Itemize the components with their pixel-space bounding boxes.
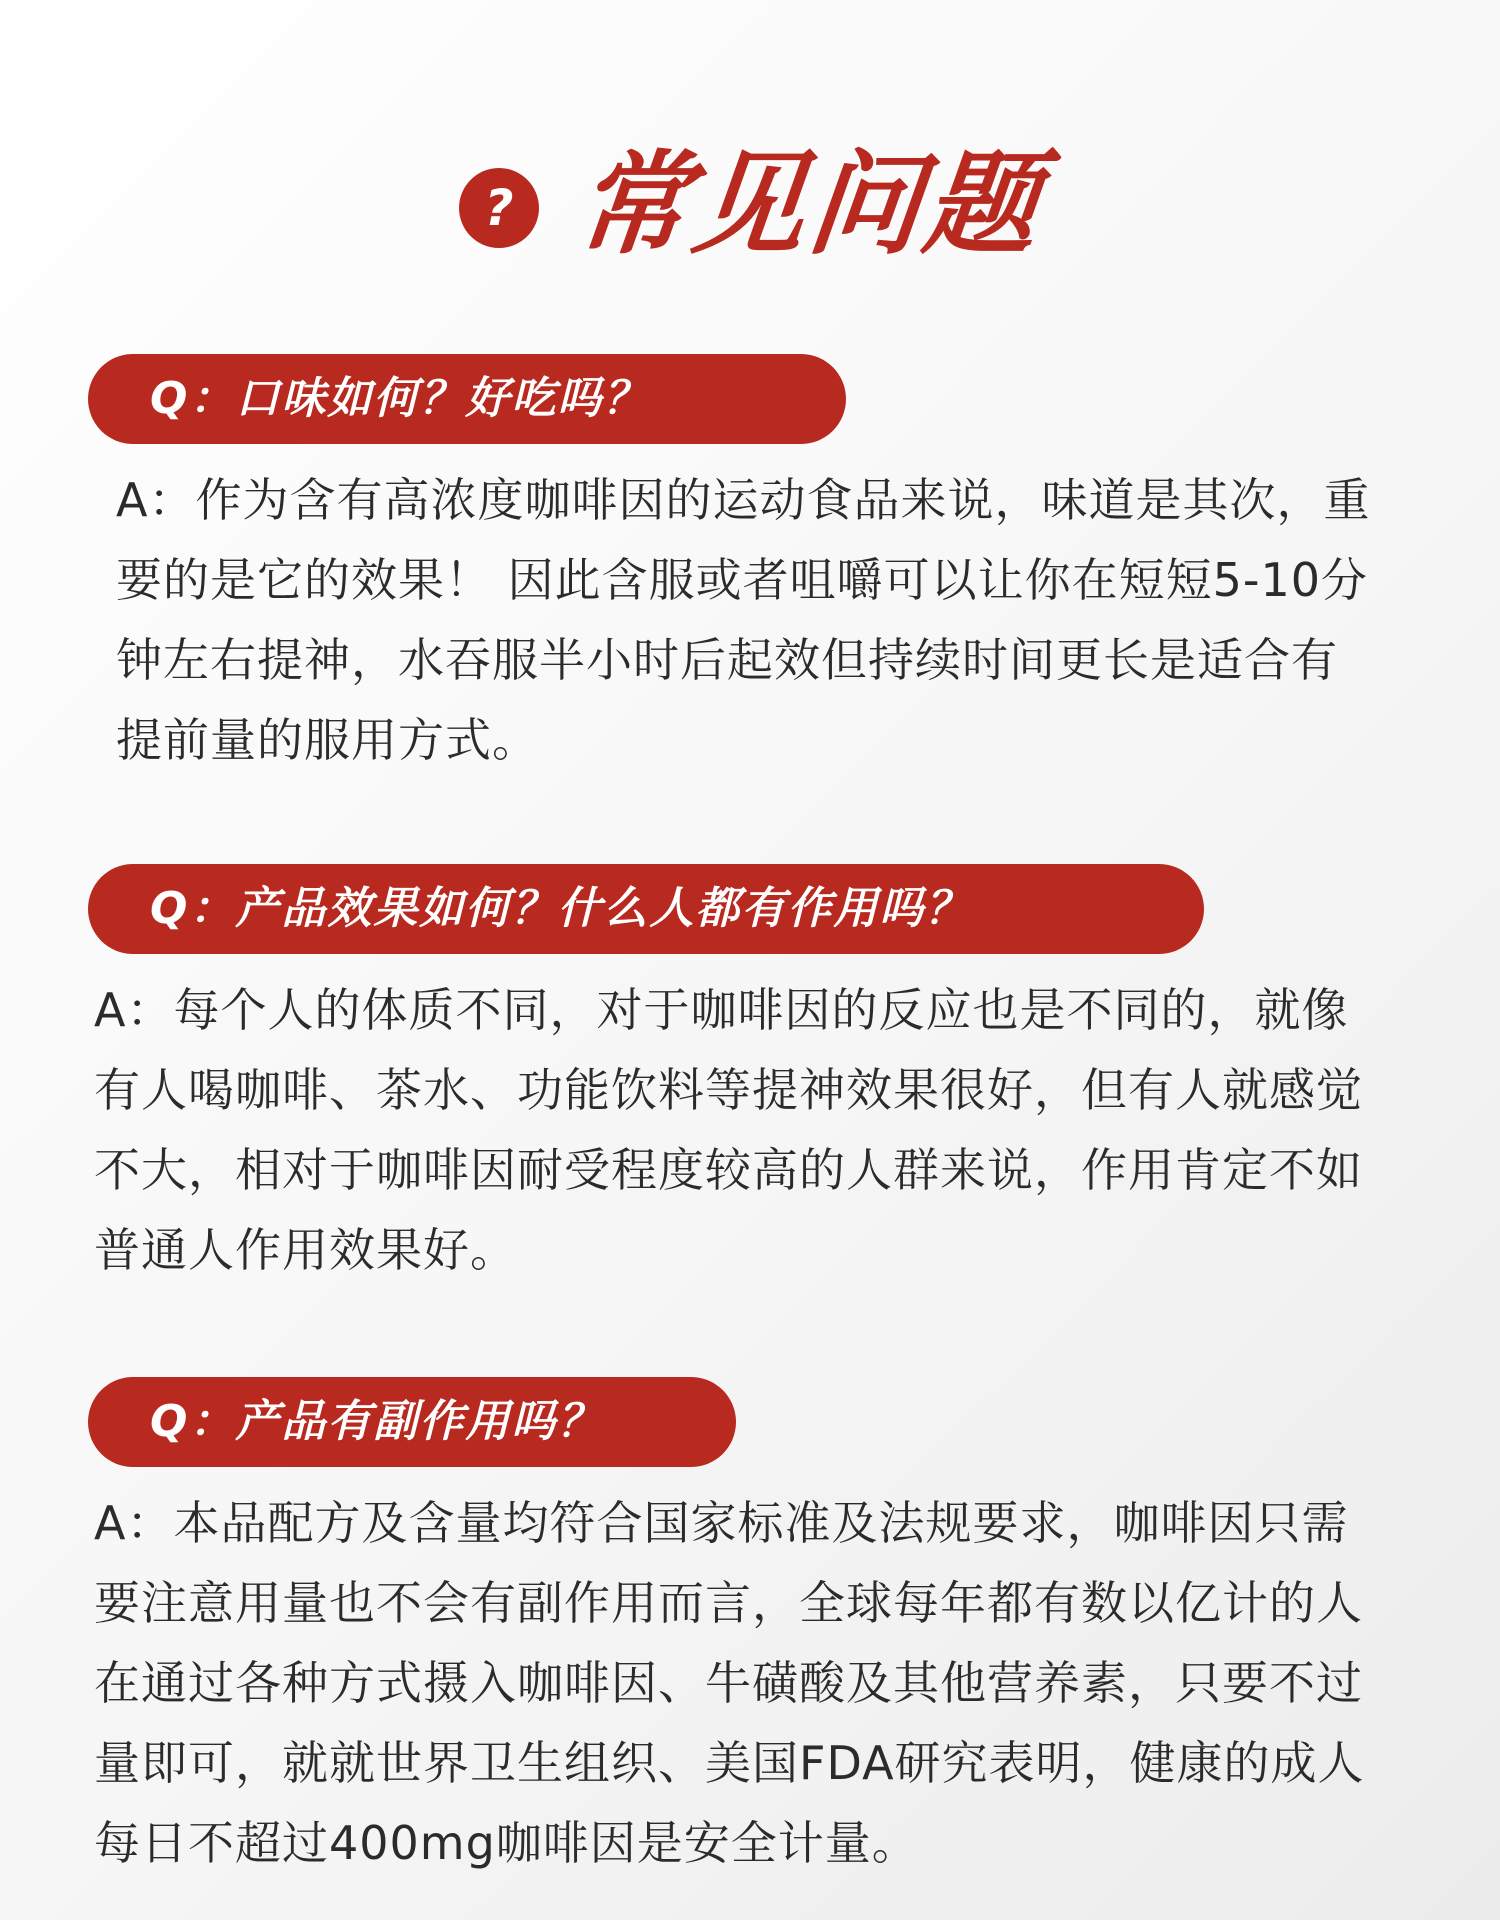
faq-header [0, 140, 1500, 270]
faq-question-pill: Q：产品有副作用吗？ [88, 1377, 736, 1467]
faq-answer: A：本品配方及含量均符合国家标准及法规要求，咖啡因只需要注意用量也不会有副作用而言，全球每年都有数以亿计的人在通过各种方式摄入咖啡因、牛磺酸及其他营养素，只要不过量即可，就就世界卫生组织、美国FDA研究表明，健康的成人每日不超过400mg咖啡因是安全计量。 [94, 1496, 1365, 1870]
faq-question-pill: Q：口味如何？好吃吗？ [88, 354, 846, 444]
page-title: 常见问题 [570, 140, 1048, 270]
faq-answer: A：每个人的体质不同，对于咖啡因的反应也是不同的，就像有人喝咖啡、茶水、功能饮料等提神效果很好，但有人就感觉不大，相对于咖啡因耐受程度较高的人群来说，作用肯定不如普通人作用效果好。 [94, 983, 1363, 1277]
question-mark-icon: ? [459, 168, 539, 248]
faq-answer: A：作为含有高浓度咖啡因的运动食品来说，味道是其次，重要的是它的效果！ 因此含服或者咀嚼可以让你在短短5-10分钟左右提神，水吞服半小时后起效但持续时间更长是适合有提前量的服用方式。 [116, 473, 1371, 767]
faq-question-pill: Q：产品效果如何？什么人都有作用吗？ [88, 864, 1204, 954]
